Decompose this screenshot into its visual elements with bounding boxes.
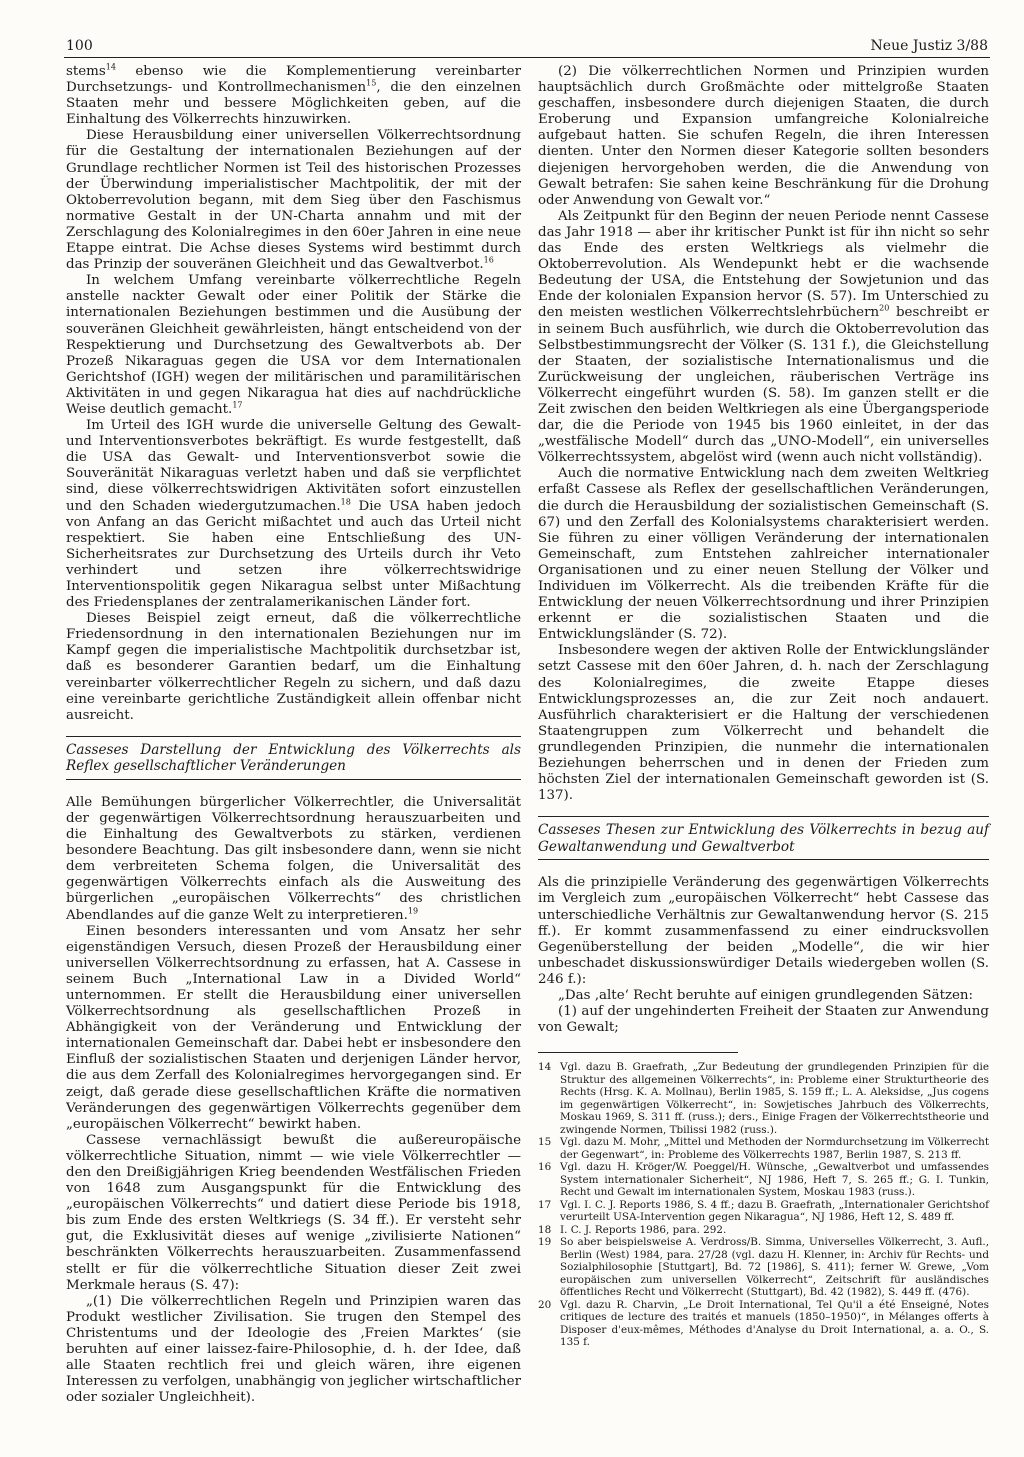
footnote-ref: 15 xyxy=(366,78,377,88)
footnote-text: I. C. J. Reports 1986, para. 292. xyxy=(560,1223,727,1236)
right-column xyxy=(538,64,989,1349)
paragraph: Als Zeitpunkt für den Beginn der neuen Periode nennt Cassese das Jahr 1918 — aber ihr kritischer Punkt ist für ihn nicht so sehr das Ende des ersten Weltkriegs als vielmehr die Oktoberrevolution. Als Wendepunkt hebt er die wachsende Bedeutung der USA, die Entstehung der Sowjetunion und das Ende der kolonialen Expansion hervor (S. 57). Im Unterschied zu den meisten westlichen Völkerrechtslehrbüchern$^{20}$ beschreibt er in seinem Buch ausführlich, wie durch die Oktoberrevolution das Selbstbestimmungsrecht der Völker (S. 131 f.), die Gleichstellung der Staaten, der sozialistische Internationalismus und die Zurückweisung der ungleichen, räuberischen Verträge ins Völkerrecht eingeführt wurden (S. 58). Im ganzen stellt er die Zeit zwischen den beiden Weltkriegen als eine Übergangsperiode dar, die die Periode von 1945 bis 1960 einleitet, in der das „westfälische Modell“ durch das „UNO-Modell“, ein universelles Völkerrechtssystem, abgelöst wird (wenn auch nicht vollständig). xyxy=(538,208,989,466)
paragraph: In welchem Umfang vereinbarte völkerrechtliche Regeln anstelle nackter Gewalt oder einer Politik der Stärke die internationalen Beziehungen bestimmen und die Ausübung der souveränen Gleichheit gewährleisten, hängt entscheidend von der Respektierung und Durchsetzung des Gewaltverbots ab. Der Prozeß Nikaraguas gegen die USA vor dem Internationalen Gerichtshof (IGH) wegen der militärischen und paramilitärischen Aktivitäten in und gegen Nikaragua hat dies auf nachdrückliche Weise deutlich gemacht.$^{17}$ xyxy=(66,273,521,417)
section-heading: Casseses Darstellung der Entwicklung des Völkerrechts als Reflex gesellschaftlicher Veränderungen xyxy=(66,736,521,780)
footnote xyxy=(538,1199,989,1224)
footnote xyxy=(538,1061,989,1136)
quote-paragraph: „Das ‚alte‘ Recht beruhte auf einigen grundlegenden Sätzen: xyxy=(558,987,974,1003)
footnote-text: So aber beispielsweise A. Verdross/B. Simma, Universelles Völkerrecht, 3. Aufl., Berlin (West) 1984, para. 27/28 (vgl. dazu H. Klenner, in: Archiv für Rechts- und Sozialphilosophie [Stuttgart], Bd. 72 [1986], S. 411); ferner W. Grewe, „Vom europäischen zum universellen Völkerrecht“, Zeitschrift für ausländisches öffentliches Recht und Völkerrecht (Stuttgart), Bd. 42 (1982), S. 449 ff. (476). xyxy=(560,1236,989,1299)
footnote-ref: 20 xyxy=(879,303,890,313)
running-head: Neue Justiz 3/88 xyxy=(870,38,988,54)
quote-paragraph: (2) Die völkerrechtlichen Normen und Prinzipien wurden hauptsächlich durch Großmächte oder mittelgroße Staaten geschaffen, insbesondere durch diejenigen Staaten, die durch Eroberung und Expansion umfangreiche Kolonialreiche aufgebaut hatten. Sie schufen Regeln, die ihren Interessen dienten. Unter den Normen dieser Kategorie sollten besonders diejenigen hervorgehoben werden, die die Anwendung von Gewalt betrafen: Sie sahen keine Beschränkung für die Drohung oder Anwendung von Gewalt vor.“ xyxy=(538,64,989,208)
paragraph: Alle Bemühungen bürgerlicher Völkerrechtler, die Universalität der gegenwärtigen Völkerrechtsordnung herauszuarbeiten und die Einhaltung des Gewaltverbots zu stärken, verdienen besondere Beachtung. Das gilt insbesondere dann, wenn sie nicht dem verbreiteten Schema folgen, die Universalität des gegenwärtigen Völkerrechts einfach als die Ausweitung des bürgerlichen „europäischen Völkerrechts“ des christlichen Abendlandes auf die ganze Welt zu interpretieren.$^{19}$ xyxy=(66,794,521,923)
footnote-ref: 18 xyxy=(340,497,351,507)
footnote-ref: 19 xyxy=(407,906,419,916)
footnote xyxy=(538,1136,989,1161)
section-heading: Casseses Thesen zur Entwicklung des Völkerrechts in bezug auf Gewaltanwendung und Gewaltverbot xyxy=(538,816,989,860)
footnote-rule xyxy=(538,1052,738,1053)
quote-paragraph: (1) auf der ungehinderten Freiheit der Staaten zur Anwendung von Gewalt; xyxy=(538,1004,989,1036)
paragraph: Cassese vernachlässigt bewußt die außereuropäische völkerrechtliche Situation, nimmt — wie viele Völkerrechtler — den den Dreißigjährigen Krieg beendenden Westfälischen Frieden von 1648 zum Ausgangspunkt für die Entwicklung des „europäischen Völkerrechts“ und datiert diese Periode bis 1918, bis zum Ende des ersten Weltkriegs (S. 34 ff.). Er versteht sehr gut, die Exklusivität dieses auf wenige „zivilisierte Nationen“ beschränkten Völkerrechts herauszuarbeiten. Zusammenfassend stellt er für die völkerrechtliche Situation dieser Zeit zwei Merkmale heraus (S. 47): xyxy=(66,1132,521,1293)
footnote-text: Vgl. dazu M. Mohr, „Mittel und Methoden der Normdurchsetzung im Völkerrecht der Gegenwart“, in: Probleme des Völkerrechts 1987, Berlin 1987, S. 213 ff. xyxy=(560,1136,989,1161)
left-column xyxy=(66,64,521,1406)
paragraph: Dieses Beispiel zeigt erneut, daß die völkerrechtliche Friedensordnung in den internationalen Beziehungen nur im Kampf gegen die imperialistische Machtpolitik durchsetzbar ist, daß es besonderer Garantien bedarf, um die Einhaltung vereinbarter völkerrechtlicher Regeln zu sichern, und daß dazu eine vereinbarte gerichtliche Zuständigkeit allein offenbar nicht ausreicht. xyxy=(66,611,521,723)
paragraph: Einen besonders interessanten und vom Ansatz her sehr eigenständigen Versuch, diesen Prozeß der Herausbildung einer universellen Völkerrechtsordnung zu erfassen, hat A. Cassese in seinem Buch „International Law in a Divided World“ unternommen. Er stellt die Herausbildung einer universellen Völkerrechtsordnung als gesellschaftlichen Prozeß in Abhängigkeit von der Veränderung und Entwicklung der internationalen Gemeinschaft dar. Dabei hebt er insbesondere den Einfluß der sozialistischen Staaten und derjenigen Länder hervor, die aus dem Zerfall des Kolonialregimes hervorgegangen sind. Er zeigt, daß gerade diese gesellschaftlichen Kräfte die normativen Veränderungen des gegenwärtigen Völkerrechts gegenüber dem „europäischen Völkerrecht“ bewirkt haben. xyxy=(66,923,521,1132)
paragraph: Diese Herausbildung einer universellen Völkerrechtsordnung für die Gestaltung der internationalen Beziehungen auf der Grundlage rechtlicher Normen ist Teil des historischen Prozesses der Überwindung imperialistischer Machtpolitik, der mit der Oktoberrevolution begann, mit dem Sieg über den Faschismus normative Gestalt in der UN-Charta annahm und mit der Zerschlagung des Kolonialregimes in den 60er Jahren in eine neue Etappe eintrat. Die Achse dieses Systems wird bestimmt durch das Prinzip der souveränen Gleichheit und das Gewaltverbot.$^{16}$ xyxy=(66,128,521,273)
footnote-number: 18 xyxy=(538,1223,552,1236)
header-rule xyxy=(64,57,990,58)
footnote-number: 20 xyxy=(538,1298,552,1311)
footnote-ref: 16 xyxy=(483,255,494,265)
footnote-text: Vgl. dazu B. Graefrath, „Zur Bedeutung der grundlegenden Prinzipien für die Struktur des allgemeinen Völkerrechts“, in: Probleme einer Strukturtheorie des Rechts (Hrsg. K. A. Mollnau), Berlin 1985, S. 159 ff.; L. A. Aleksidse, „Jus cogens im gegenwärtigen Völkerrecht“, in: Sowjetisches Jahrbuch des Völkerrechts, Moskau 1969, S. 311 ff. (russ.); ders., Einige Fragen der Völkerrechtstheorie und zwingende Normen, Tbilissi 1982 (russ.). xyxy=(560,1061,989,1136)
paragraph: Insbesondere wegen der aktiven Rolle der Entwicklungsländer setzt Cassese mit den 60er Jahren, d. h. nach der Zerschlagung des Kolonialregimes, die zweite Etappe dieses Entwicklungsprozesses an, die zur Zeit noch andauert. Ausführlich charakterisiert er die Haltung der verschiedenen Staatengruppen zum Völkerrecht und behandelt die grundlegenden Prinzipien, die nunmehr die internationalen Beziehungen beherrschen und in denen der Frieden zum höchsten Ziel der internationalen Gemeinschaft geworden ist (S. 137). xyxy=(538,643,989,804)
footnote-number: 14 xyxy=(538,1061,552,1074)
paragraph: stems$^{14}$ ebenso wie die Komplementierung vereinbarter Durchsetzungs- und Kontrollmechanismen$^{15}$, die den einzelnen Staaten mehr und bessere Möglichkeiten geben, auf die Einhaltung des Völkerrechts hinzuwirken. xyxy=(66,62,521,128)
footnote xyxy=(538,1161,989,1199)
paragraph: Im Urteil des IGH wurde die universelle Geltung des Gewalt- und Interventionsverbotes bekräftigt. Es wurde festgestellt, daß die USA das Gewalt- und Interventionsverbot sowie die Souveränität Nikaraguas verletzt haben und daß sie verpflichtet sind, diese völkerrechtswidrigen Aktivitäten sofort einzustellen und den Schaden wiedergutzumachen.$^{18}$ Die USA haben jedoch von Anfang an das Gericht mißachtet und auch das Urteil nicht respektiert. Sie haben eine Entschließung des UN-Sicherheitsrates zur Durchsetzung des Urteils durch ihr Veto verhindert und setzen ihre völkerrechtswidrige Interventionspolitik gegen Nikaragua selbst unter Mißachtung des Friedensplanes der zentralamerikanischen Länder fort. xyxy=(66,418,521,611)
quote-paragraph: „(1) Die völkerrechtlichen Regeln und Prinzipien waren das Produkt westlicher Zivilisation. Sie trugen den Stempel des Christentums und der Ideologie des ‚Freien Marktes‘ (sie beruhten auf einer laissez-faire-Philosophie, d. h. der Idee, daß alle Staaten rechtlich frei und gleich wären, ihre eigenen Interessen zu verfolgen, unabhängig von jeglicher wirtschaftlicher oder sozialer Ungleichheit). xyxy=(66,1293,521,1406)
footnote-ref: 17 xyxy=(232,400,243,410)
page-number: 100 xyxy=(66,38,93,54)
footnote xyxy=(538,1299,989,1349)
footnotes xyxy=(538,1061,989,1349)
footnote-number: 16 xyxy=(538,1161,552,1174)
paragraph: Auch die normative Entwicklung nach dem zweiten Weltkrieg erfaßt Cassese als Reflex der gesellschaftlichen Veränderungen, die durch die Herausbildung der sozialistischen Gemeinschaft (S. 67) und den Zerfall des Kolonialsystems charakterisiert werden. Sie führen zu einer völligen Veränderung der internationalen Gemeinschaft, zum Entstehen zahlreicher internationaler Organisationen und zu einer neuen Stellung der Völker und Individuen im Völkerrecht. Als die treibenden Kräfte für die Entwicklung der neuen Völkerrechtsordnung und ihrer Prinzipien erkennt er die sozialistischen Staaten und die Entwicklungsländer (S. 72). xyxy=(538,466,989,643)
footnote xyxy=(538,1224,989,1237)
footnote-text: Vgl. dazu R. Charvin, „Le Droit International, Tel Qu'il a été Enseigné, Notes critiques de lecture des traités et manuels (1850–1950)“, in Mélanges offerts à Disposer d'eux-mêmes, Méthodes d'Analyse du Droit International, a. a. O., S. 135 f. xyxy=(560,1298,989,1349)
footnote-text: Vgl. dazu H. Kröger/W. Poeggel/H. Wünsche, „Gewaltverbot und umfassendes System internationaler Sicherheit“, NJ 1986, Heft 7, S. 265 ff.; G. I. Tunkin, Recht und Gewalt im internationalen System, Moskau 1983 (russ.). xyxy=(560,1161,989,1199)
footnote-number: 17 xyxy=(538,1198,552,1211)
footnote-text: Vgl. I. C. J. Reports 1986, S. 4 ff.; dazu B. Graefrath, „Internationaler Gerichtshof verurteilt USA-Intervention gegen Nikaragua“, NJ 1986, Heft 12, S. 489 ff. xyxy=(560,1198,989,1224)
footnote xyxy=(538,1236,989,1299)
footnote-number: 19 xyxy=(538,1236,552,1249)
footnote-ref: 14 xyxy=(105,62,116,72)
footnote-number: 15 xyxy=(538,1136,552,1149)
paragraph: Als die prinzipielle Veränderung des gegenwärtigen Völkerrechts im Vergleich zum „europäischen Völkerrecht“ hebt Cassese das unterschiedliche Verhältnis zur Gewaltanwendung hervor (S. 215 ff.). Er kommt zusammenfassend zu einer eindrucksvollen Gegenüberstellung der beiden „Modelle“, die wir hier unbeschadet diskussionswürdiger Details wiedergeben wollen (S. 246 f.): xyxy=(538,875,989,987)
